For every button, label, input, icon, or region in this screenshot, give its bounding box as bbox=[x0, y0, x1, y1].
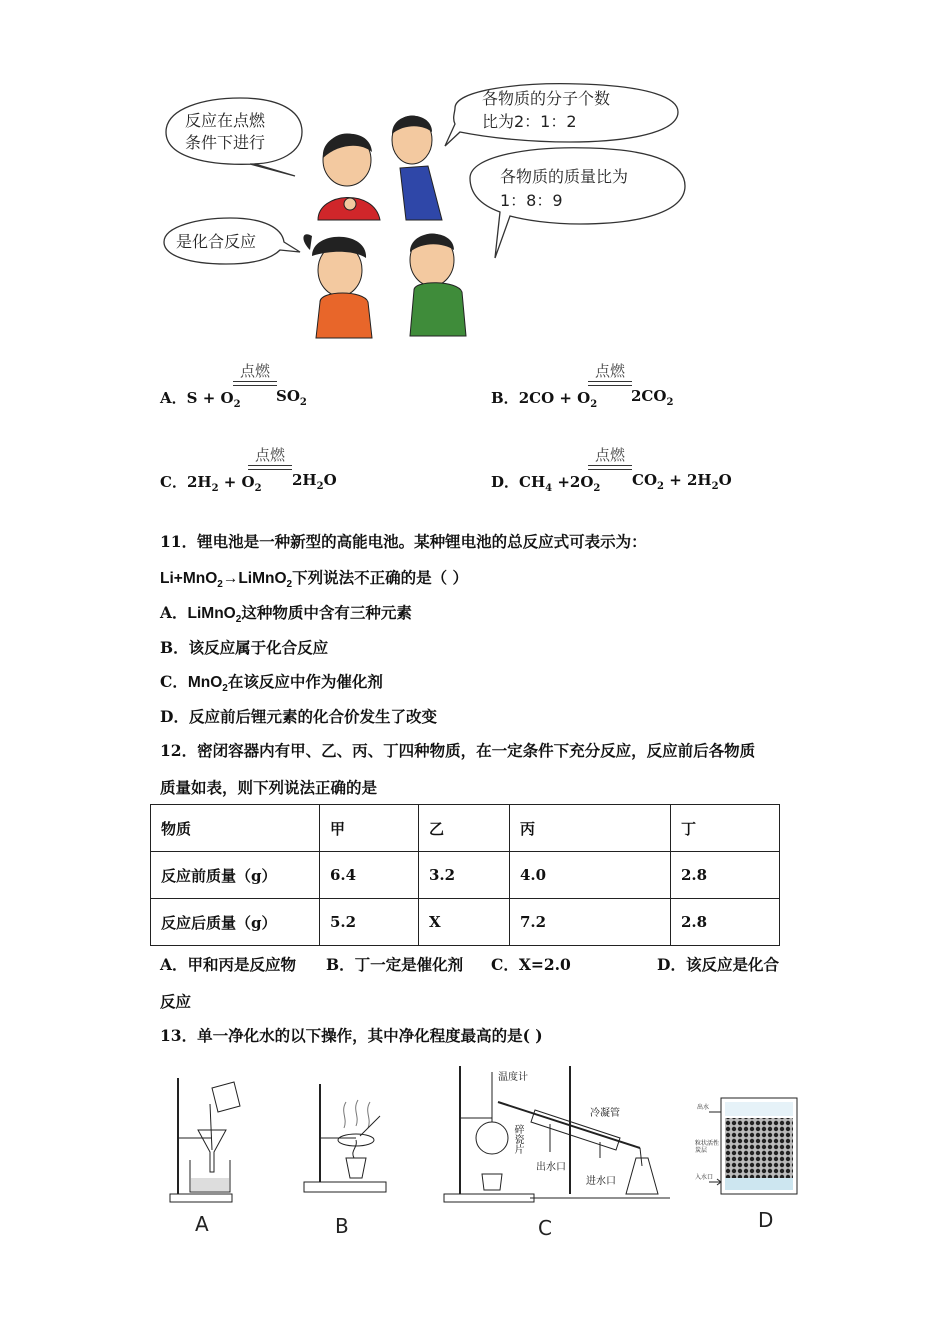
table-row bbox=[151, 899, 780, 946]
heating-diagram bbox=[300, 1078, 392, 1198]
option-b-right: 2CO bbox=[631, 387, 667, 405]
apparatus-b-heating[interactable] bbox=[300, 1078, 392, 1198]
q11-formula-a: Li+MnO bbox=[160, 570, 218, 587]
q12-option-d[interactable]: D．该反应是化合 bbox=[657, 955, 779, 974]
label-b: B bbox=[335, 1214, 349, 1238]
q11-formula-sub-2: 2 bbox=[286, 579, 293, 591]
table-cell: 2.8 bbox=[671, 899, 780, 946]
bubble-2-line-2: 比为2：1：2 bbox=[482, 112, 577, 131]
label-carbon-layer: 粒状活性炭层 bbox=[695, 1140, 720, 1154]
table-header-row bbox=[151, 805, 780, 852]
label-thermometer: 温度计 bbox=[498, 1072, 528, 1083]
label-a: A bbox=[195, 1212, 209, 1236]
table-row bbox=[151, 852, 780, 899]
q12-option-a[interactable]: A．甲和丙是反应物 bbox=[160, 955, 297, 974]
q11-option-a-text: 这种物质中含有三种元素 bbox=[241, 603, 412, 622]
distillation-diagram bbox=[440, 1062, 675, 1207]
option-d-left-mid: +2O bbox=[552, 473, 594, 491]
option-d-right-tail: + 2H bbox=[663, 471, 712, 489]
option-d-right-tail2: O bbox=[718, 471, 732, 489]
option-a-right-sub: 2 bbox=[299, 397, 307, 408]
q11-option-a-sub: 2 bbox=[235, 614, 242, 626]
q11-option-c[interactable] bbox=[160, 670, 383, 694]
q11-formula-sub-1: 2 bbox=[217, 579, 223, 591]
option-b-left-sub: 2 bbox=[590, 399, 598, 410]
option-b-left: 2CO + O bbox=[518, 389, 591, 407]
option-d-left: CH bbox=[519, 473, 546, 491]
label-condenser: 冷凝管 bbox=[590, 1108, 620, 1119]
q11-formula-c: 下列说法不正确的是（ ） bbox=[292, 568, 469, 587]
option-c-condition: 点燃 bbox=[254, 446, 285, 464]
student-girl-top bbox=[318, 134, 380, 220]
bubble-1-line-1: 反应在点燃 bbox=[185, 111, 266, 130]
q11-option-c-text: 在该反应中作为催化剂 bbox=[227, 672, 383, 691]
option-a-condition: 点燃 bbox=[239, 362, 270, 380]
q12-stem-line-2: 质量如表，则下列说法正确的是 bbox=[160, 778, 378, 797]
option-d-left-sub2: 2 bbox=[593, 483, 601, 494]
option-c-left: + O bbox=[218, 473, 255, 491]
option-a-left-sub: 2 bbox=[233, 399, 241, 410]
q12-stem-line-1: 12．密闭容器内有甲、乙、丙、丁四种物质，在一定条件下充分反应，反应前后各物质 bbox=[160, 741, 756, 760]
option-b-equals-sign bbox=[588, 381, 632, 386]
bubble-4-text: 是化合反应 bbox=[176, 232, 257, 251]
table-cell: 反应后质量（g） bbox=[151, 899, 320, 946]
option-d-left-sub: 4 bbox=[545, 483, 553, 494]
table-cell: 7.2 bbox=[510, 899, 671, 946]
student-boy-bottom bbox=[410, 234, 466, 336]
option-d-right-sub: 2 bbox=[657, 481, 664, 492]
option-d-right-sub2: 2 bbox=[711, 481, 719, 492]
option-d-right: CO bbox=[632, 471, 658, 489]
table-cell: X bbox=[419, 899, 510, 946]
option-d-label: D． bbox=[491, 473, 520, 491]
q11-option-c-sub: 2 bbox=[222, 683, 228, 695]
table-header-cell: 物质 bbox=[151, 805, 320, 852]
q11-option-a-label: A． bbox=[160, 603, 188, 622]
table-cell: 4.0 bbox=[510, 852, 671, 899]
option-c-right-tail: O bbox=[323, 471, 337, 489]
table-cell: 反应前质量（g） bbox=[151, 852, 320, 899]
apparatus-a-filtration[interactable] bbox=[160, 1068, 250, 1208]
bubble-3-line-1: 各物质的质量比为 bbox=[500, 167, 629, 186]
q11-stem: 11．锂电池是一种新型的高能电池。某种锂电池的总反应式可表示为： bbox=[160, 532, 647, 551]
cartoon-illustration bbox=[160, 80, 690, 345]
label-water-in: 入水口 bbox=[695, 1174, 714, 1181]
option-b-label: B． bbox=[491, 389, 519, 407]
q11-formula-b: →LiMnO bbox=[222, 570, 287, 587]
q11-option-a-formula: LiMnO bbox=[187, 605, 236, 622]
q11-option-b[interactable]: B．该反应属于化合反应 bbox=[160, 638, 329, 657]
option-a-left: S + O bbox=[186, 389, 234, 407]
student-boy-top bbox=[392, 116, 442, 220]
table-header-cell: 丙 bbox=[510, 805, 671, 852]
label-d: D bbox=[758, 1208, 774, 1232]
bubble-2-line-1: 各物质的分子个数 bbox=[482, 89, 611, 108]
label-inlet: 进水口 bbox=[586, 1176, 616, 1187]
apparatus-c-distillation[interactable] bbox=[440, 1062, 675, 1207]
q11-formula-line bbox=[160, 566, 468, 590]
q11-option-a[interactable] bbox=[160, 601, 412, 625]
bubble-3-line-2: 1：8：9 bbox=[500, 191, 563, 210]
q13-stem: 13．单一净化水的以下操作，其中净化程度最高的是( ) bbox=[160, 1026, 543, 1045]
option-d-condition: 点燃 bbox=[594, 446, 625, 464]
label-water-out: 出水 bbox=[697, 1104, 710, 1111]
table-cell: 3.2 bbox=[419, 852, 510, 899]
option-c-left-sub: 2 bbox=[254, 483, 262, 494]
table-header-cell: 乙 bbox=[419, 805, 510, 852]
table-cell: 2.8 bbox=[671, 852, 780, 899]
option-b-condition: 点燃 bbox=[594, 362, 625, 380]
label-chips: 碎瓷片 bbox=[512, 1124, 523, 1154]
option-c-right: 2H bbox=[292, 471, 317, 489]
filtration-diagram bbox=[160, 1068, 250, 1208]
option-a-label: A． bbox=[160, 389, 187, 407]
apparatus-d-carbon-filter[interactable] bbox=[695, 1090, 805, 1200]
q12-option-c[interactable]: C．X=2.0 bbox=[491, 955, 571, 974]
option-b-right-sub: 2 bbox=[666, 397, 674, 408]
q11-option-c-formula: MnO bbox=[187, 674, 223, 691]
label-outlet: 出水口 bbox=[536, 1162, 566, 1173]
table-header-cell: 丁 bbox=[671, 805, 780, 852]
table-cell: 6.4 bbox=[320, 852, 419, 899]
label-c: C bbox=[538, 1216, 552, 1240]
q12-option-b[interactable]: B．丁一定是催化剂 bbox=[326, 955, 464, 974]
mass-table bbox=[150, 804, 780, 946]
option-a-right: SO bbox=[276, 387, 300, 405]
table-cell: 5.2 bbox=[320, 899, 419, 946]
table-header-cell: 甲 bbox=[320, 805, 419, 852]
option-d-equals-sign bbox=[588, 465, 632, 470]
q12-option-d-continued: 反应 bbox=[160, 992, 192, 1011]
option-c-equals-sign bbox=[248, 465, 292, 470]
bubble-1-line-2: 条件下进行 bbox=[185, 133, 266, 152]
option-c-right-sub: 2 bbox=[316, 481, 324, 492]
option-c-left-pre: 2H bbox=[186, 473, 212, 491]
option-a-equals-sign bbox=[233, 381, 277, 386]
option-c-label: C． bbox=[160, 473, 187, 491]
option-c-left-pre-sub: 2 bbox=[211, 483, 219, 494]
q11-option-d[interactable]: D．反应前后锂元素的化合价发生了改变 bbox=[160, 707, 437, 726]
q11-option-c-label: C． bbox=[160, 672, 188, 691]
student-girl-bottom bbox=[303, 234, 372, 338]
